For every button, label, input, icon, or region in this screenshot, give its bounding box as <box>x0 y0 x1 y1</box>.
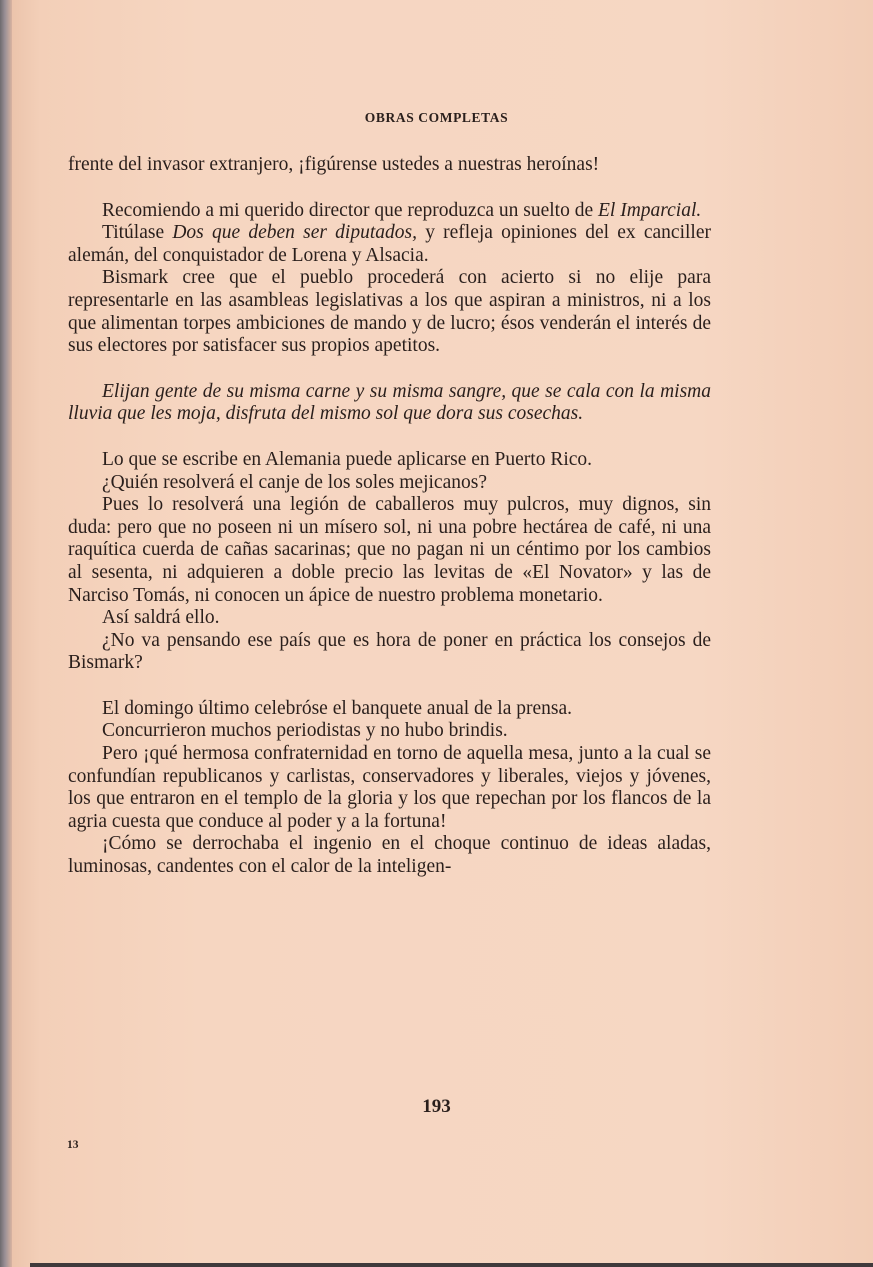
binding-shadow <box>0 0 12 1267</box>
paragraph: Pero ¡qué hermosa confraternidad en torno de aquella mesa, junto a la cual se confundían republicanos y carlistas, conservadores y liberales, viejos y jóvenes, los que entraron en el templo de la gloria y los que repechan por los flancos de la agria cuesta que conduce al poder y a la fortuna! <box>68 743 711 832</box>
paragraph: frente del invasor extranjero, ¡figúrense ustedes a nuestras heroínas! <box>68 154 600 175</box>
signature-mark: 13 <box>67 1139 79 1151</box>
paragraph: ¿No va pensando ese país que es hora de poner en práctica los consejos de Bismark? <box>68 629 711 674</box>
body-text <box>68 154 711 879</box>
paragraph: Bismark cree que el pueblo procederá con acierto si no elije para representarle en las asambleas legislativas a los que aspiran a ministros, ni a los que alimentan torpes ambiciones de mando y de lucro; ésos venderán el interés de sus electores por satisfacer sus propios apetitos. <box>68 267 711 357</box>
paragraph: Pues lo resolverá una legión de caballeros muy pulcros, muy dignos, sin duda: pero que no poseen ni un mísero sol, ni una pobre hectárea de café, ni una raquítica cuerda de cañas sacarinas; que no pagan ni un céntimo por los cambios al sesenta, ni adquieren a doble precio las levitas de «El Novator» y las de Narciso Tomás, ni conocen un ápice de nuestro problema monetario. <box>68 494 711 606</box>
article-title: Dos que deben ser diputados, <box>172 222 417 244</box>
paragraph: Concurrieron muchos periodistas y no hubo brindis. <box>102 720 508 742</box>
text-span: Titúlase <box>102 222 173 244</box>
page-number: 193 <box>422 1096 451 1117</box>
text-span: y refleja opiniones del ex canciller alemán, del conquistador de Lorena y Alsacia. <box>68 222 711 266</box>
paragraph: Así saldrá ello. <box>102 607 220 629</box>
paragraph: El domingo último celebróse el banquete anual de la prensa. <box>102 697 573 719</box>
newspaper-title: El Imparcial. <box>598 199 702 221</box>
text-span: Recomiendo a mi querido director que reproduzca un suelto de <box>102 199 598 221</box>
paragraph <box>68 222 711 267</box>
paragraph <box>68 200 711 223</box>
running-title: OBRAS COMPLETAS <box>364 110 509 125</box>
quotation: Elijan gente de su misma carne y su misma sangre, que se cala con la misma lluvia que les moja, disfruta del mismo sol que dora sus cosechas. <box>68 380 711 425</box>
paragraph: Lo que se escribe en Alemania puede aplicarse en Puerto Rico. <box>102 448 593 470</box>
page-bottom-edge <box>30 1263 873 1267</box>
paragraph: ¿Quién resolverá el canje de los soles mejicanos? <box>102 471 487 493</box>
paragraph: ¡Cómo se derrochaba el ingenio en el choque continuo de ideas aladas, luminosas, candentes con el calor de la inteligen- <box>68 833 711 878</box>
